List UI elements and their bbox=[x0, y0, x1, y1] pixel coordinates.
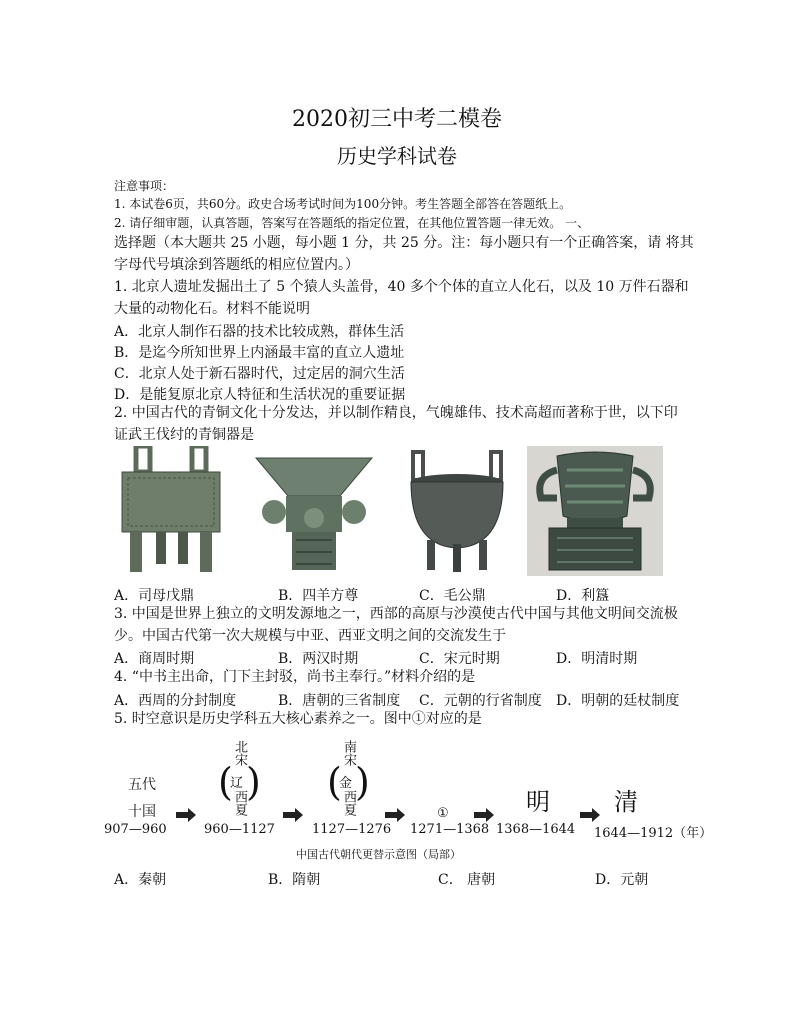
exam-title: 2020初三中考二模卷 bbox=[292, 107, 502, 132]
q1-option-d[interactable]: D．是能复原北京人特征和生活状况的重要证据 bbox=[114, 387, 406, 403]
q5-option-d[interactable]: D．元朝 bbox=[595, 872, 649, 888]
timeline-jin: 金 bbox=[339, 776, 353, 791]
arrow-right-icon bbox=[385, 808, 405, 822]
q3-stem-2: 少。中国古代第一次大规模与中亚、西亚文明之间的交流发生于 bbox=[114, 628, 506, 644]
q2-option-d[interactable]: D．利簋 bbox=[556, 588, 610, 604]
timeline-liao: 辽 bbox=[230, 776, 244, 791]
arrow-right-icon bbox=[283, 808, 303, 822]
notes-line-2: 2. 请仔细审题，认真答题，答案写在答题纸的指定位置，在其他位置答题一律无效。 一、 bbox=[114, 216, 590, 230]
timeline-caption: 中国古代朝代更替示意图（局部） bbox=[296, 848, 461, 861]
q3-option-d[interactable]: D．明清时期 bbox=[556, 651, 638, 667]
q5-option-b[interactable]: B．隋朝 bbox=[268, 872, 321, 888]
q5-option-a[interactable]: A．秦朝 bbox=[114, 872, 167, 888]
timeline-year-6: 1644—1912（年） bbox=[594, 826, 713, 841]
q4-option-b[interactable]: B．唐朝的三省制度 bbox=[278, 693, 401, 709]
arrow-right-icon bbox=[580, 808, 600, 822]
left-paren-2: ( bbox=[327, 760, 342, 804]
q4-option-d[interactable]: D．明朝的廷杖制度 bbox=[556, 693, 680, 709]
timeline-year-4: 1271—1368 bbox=[410, 822, 490, 837]
timeline-year-3: 1127—1276 bbox=[312, 822, 392, 837]
notes-heading: 注意事项： bbox=[114, 179, 175, 193]
right-paren-2: ) bbox=[355, 760, 370, 804]
timeline-song-south: 南宋 bbox=[341, 740, 356, 766]
q5-stem: 5. 时空意识是历史学科五大核心素养之一。图中①对应的是 bbox=[114, 711, 482, 727]
timeline-qing: 清 bbox=[614, 788, 638, 816]
timeline-year-2: 960—1127 bbox=[204, 822, 275, 837]
arrow-right-icon bbox=[474, 808, 494, 822]
q3-option-b[interactable]: B．两汉时期 bbox=[278, 651, 359, 667]
q2-option-b[interactable]: B．四羊方尊 bbox=[278, 588, 359, 604]
arrow-right-icon bbox=[176, 808, 196, 822]
timeline-year-1: 907—960 bbox=[104, 822, 167, 837]
timeline-mark: ① bbox=[437, 806, 449, 821]
right-paren-1: ) bbox=[246, 760, 261, 804]
timeline-shiguo: 十国 bbox=[128, 804, 156, 820]
q1-option-b[interactable]: B．是迄今所知世界上内涵最丰富的直立人遗址 bbox=[114, 345, 405, 361]
exam-subtitle: 历史学科试卷 bbox=[337, 144, 457, 168]
q3-stem-1: 3. 中国是世界上独立的文明发源地之一，西部的高原与沙漠使古代中国与其他文明间交流极 bbox=[114, 606, 678, 622]
notes-line-3: 选择题（本大题共 25 小题，每小题 1 分，共 25 分。注：每小题只有一个正确答案，请 将其 bbox=[114, 235, 694, 251]
q3-option-a[interactable]: A．商周时期 bbox=[114, 651, 195, 667]
maogong-ding-image bbox=[405, 450, 509, 574]
q3-option-c[interactable]: C．宋元时期 bbox=[419, 651, 500, 667]
q5-option-c[interactable]: C． 唐朝 bbox=[438, 872, 496, 888]
q1-stem-1: 1. 北京人遗址发掘出土了 5 个猿人头盖骨，40 多个个体的直立人化石，以及 10 万件石器和 bbox=[114, 279, 689, 295]
q1-option-a[interactable]: A．北京人制作石器的技术比较成熟，群体生活 bbox=[114, 324, 405, 340]
timeline-ming: 明 bbox=[526, 788, 550, 816]
q1-stem-2: 大量的动物化石。材料不能说明 bbox=[114, 301, 310, 317]
q2-stem-2: 证武王伐纣的青铜器是 bbox=[114, 427, 254, 443]
timeline-year-5: 1368—1644 bbox=[496, 822, 576, 837]
simuwu-ding-image bbox=[116, 446, 226, 576]
siyang-fangzun-image bbox=[252, 452, 376, 576]
timeline-xixia-1: 西夏 bbox=[232, 790, 247, 816]
q2-option-c[interactable]: C．毛公鼎 bbox=[419, 588, 486, 604]
q1-option-c[interactable]: C．北京人处于新石器时代，过定居的洞穴生活 bbox=[114, 366, 405, 382]
notes-line-1: 1. 本试卷6页，共60分。政史合场考试时间为100分钟。考生答题全部答在答题纸上。 bbox=[114, 197, 572, 211]
notes-line-4: 字母代号填涂到答题纸的相应位置内。） bbox=[114, 257, 359, 273]
li-gui-image bbox=[527, 446, 663, 576]
q2-option-a[interactable]: A．司母戊鼎 bbox=[114, 588, 195, 604]
q4-option-c[interactable]: C．元朝的行省制度 bbox=[419, 693, 542, 709]
left-paren-1: ( bbox=[218, 760, 233, 804]
timeline-wudai: 五代 bbox=[128, 777, 156, 793]
timeline-song-north: 北宋 bbox=[232, 740, 247, 766]
q2-stem-1: 2. 中国古代的青铜文化十分发达，并以制作精良，气魄雄伟、技术高超而著称于世，以下印 bbox=[114, 405, 678, 421]
q4-stem: 4. “中书主出命，门下主封驳，尚书主奉行。”材料介绍的是 bbox=[114, 669, 476, 685]
q4-option-a[interactable]: A．西周的分封制度 bbox=[114, 693, 237, 709]
timeline-xixia-2: 西夏 bbox=[341, 790, 356, 816]
